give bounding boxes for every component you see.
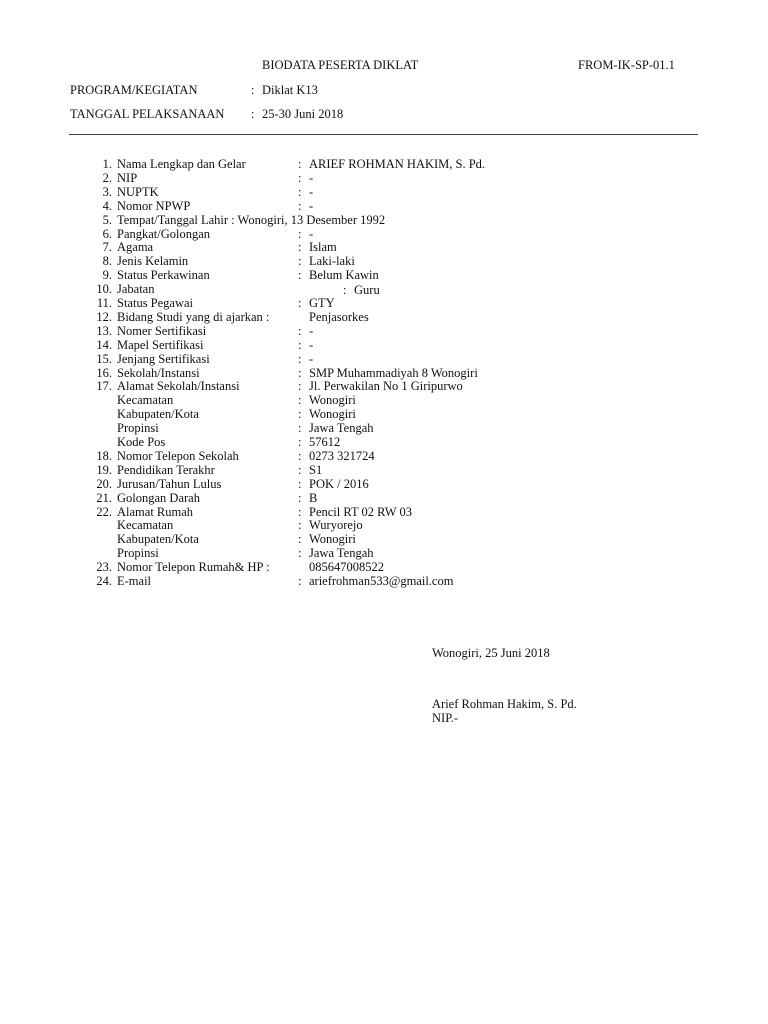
row-number: 3. <box>102 184 112 199</box>
row-value: - <box>309 226 314 241</box>
row-value: Wonogiri <box>309 393 356 408</box>
row-colon: : <box>298 476 302 491</box>
row-value: 57612 <box>309 435 341 449</box>
row-label: Pangkat/Golongan <box>117 226 211 241</box>
row-value: B <box>309 490 318 505</box>
biodata-row <box>0 491 768 505</box>
biodata-row <box>0 435 768 449</box>
row-label: Jenis Kelamin <box>117 254 189 269</box>
row-label: NUPTK <box>117 184 159 199</box>
row-colon: : <box>298 184 302 199</box>
biodata-row <box>0 352 768 366</box>
row-label: Alamat Rumah <box>117 504 194 519</box>
row-colon: : <box>298 393 302 408</box>
form-code: FROM-IK-SP-01.1 <box>578 58 675 72</box>
signature-place-date: Wonogiri, 25 Juni 2018 <box>432 646 550 660</box>
date-label: TANGGAL PELAKSANAAN <box>70 107 225 121</box>
row-value: - <box>309 337 314 352</box>
row-value: - <box>309 184 314 199</box>
row-colon: : <box>298 157 302 171</box>
row-label: Kabupaten/Kota <box>117 532 199 547</box>
row-value: - <box>309 198 314 213</box>
biodata-row <box>0 185 768 199</box>
row-label: Bidang Studi yang di ajarkan : <box>117 309 270 324</box>
row-label: Alamat Sekolah/Instansi <box>117 379 240 394</box>
row-number: 8. <box>102 254 112 269</box>
biodata-row <box>0 505 768 519</box>
row-number: 6. <box>102 226 112 241</box>
row-colon: : <box>298 504 302 519</box>
row-colon: : <box>298 407 302 422</box>
row-number: 22. <box>96 504 112 519</box>
biodata-row <box>0 157 768 171</box>
row-colon: : <box>298 574 302 588</box>
row-value: - <box>309 323 314 338</box>
row-colon: : <box>298 365 302 380</box>
row-number: 21. <box>96 490 112 505</box>
biodata-row <box>0 240 768 254</box>
row-colon: : <box>298 240 302 255</box>
row-label: Kabupaten/Kota <box>117 407 199 422</box>
row-number: 13. <box>96 323 112 338</box>
row-label: E-mail <box>117 574 152 588</box>
row-value: SMP Muhammadiyah 8 Wonogiri <box>309 365 478 380</box>
row-number: 1. <box>102 157 112 171</box>
biodata-row <box>0 449 768 463</box>
row-number: 17. <box>96 379 112 394</box>
row-number: 5. <box>102 212 112 227</box>
biodata-row <box>0 477 768 491</box>
row-value: Wonogiri <box>309 407 356 422</box>
jabatan-value: Guru <box>354 283 380 297</box>
row-value: Islam <box>309 240 337 255</box>
row-number: 2. <box>102 170 112 185</box>
row-label: Tempat/Tanggal Lahir : Wonogiri, 13 Desember 1992 <box>117 212 386 227</box>
biodata-row <box>0 296 768 310</box>
row-colon: : <box>298 518 302 533</box>
row-label: Jurusan/Tahun Lulus <box>117 476 222 491</box>
row-value: 0273 321724 <box>309 448 375 463</box>
row-label: Mapel Sertifikasi <box>117 337 204 352</box>
row-colon: : <box>298 226 302 241</box>
row-colon: : <box>298 490 302 505</box>
row-label: Golongan Darah <box>117 490 200 505</box>
row-value: - <box>309 170 314 185</box>
row-number: 18. <box>96 448 112 463</box>
row-label: Status Perkawinan <box>117 268 210 283</box>
row-label: Kecamatan <box>117 518 174 533</box>
row-number: 19. <box>96 462 112 477</box>
row-label: Pendidikan Terakhr <box>117 462 215 477</box>
row-colon: : <box>298 435 302 449</box>
row-number: 16. <box>96 365 112 380</box>
row-colon: : <box>298 351 302 366</box>
biodata-row <box>0 213 768 227</box>
row-colon: : <box>298 268 302 283</box>
row-value: Belum Kawin <box>309 268 379 283</box>
row-value: Laki-laki <box>309 254 355 269</box>
row-number: 20. <box>96 476 112 491</box>
biodata-row <box>0 171 768 185</box>
biodata-row <box>0 324 768 338</box>
row-colon: : <box>298 421 302 436</box>
row-label: Jenjang Sertifikasi <box>117 351 210 366</box>
row-label: Nama Lengkap dan Gelar <box>117 157 246 171</box>
program-label: PROGRAM/KEGIATAN <box>70 83 198 97</box>
row-value: Wonogiri <box>309 532 356 547</box>
row-number: 11. <box>96 296 112 310</box>
biodata-row <box>0 338 768 352</box>
row-label: Jabatan <box>117 282 155 297</box>
date-separator: : <box>251 107 255 121</box>
row-value: S1 <box>309 462 323 477</box>
row-label: Status Pegawai <box>117 296 194 310</box>
row-value: POK / 2016 <box>309 476 369 491</box>
biodata-row <box>0 227 768 241</box>
biodata-row <box>0 393 768 407</box>
biodata-row <box>0 546 768 560</box>
row-label: Kecamatan <box>117 393 174 408</box>
program-separator: : <box>251 83 255 97</box>
row-number: 23. <box>96 560 112 575</box>
row-number: 10. <box>96 282 112 297</box>
row-colon: : <box>298 546 302 561</box>
row-label: Nomor Telepon Rumah& HP : <box>117 560 270 575</box>
row-number: 4. <box>102 198 112 213</box>
row-number: 7. <box>102 240 112 255</box>
row-value: - <box>309 351 314 366</box>
row-colon: : <box>298 462 302 477</box>
row-colon: : <box>298 254 302 269</box>
row-value: ariefrohman533@gmail.com <box>309 574 454 588</box>
row-colon: : <box>298 532 302 547</box>
biodata-row <box>0 379 768 393</box>
row-value: Pencil RT 02 RW 03 <box>309 504 412 519</box>
row-colon: : <box>298 448 302 463</box>
biodata-row <box>0 366 768 380</box>
row-colon: : <box>298 296 302 310</box>
row-value: 085647008522 <box>309 560 384 575</box>
jabatan-colon: : <box>343 283 347 297</box>
row-number: 9. <box>102 268 112 283</box>
row-label: NIP <box>117 170 138 185</box>
row-value: Penjasorkes <box>309 309 369 324</box>
row-value: Jawa Tengah <box>309 421 374 436</box>
row-label: Propinsi <box>117 421 159 436</box>
row-value: Jl. Perwakilan No 1 Giripurwo <box>309 379 463 394</box>
row-label: Nomor NPWP <box>117 198 191 213</box>
biodata-row <box>0 282 768 296</box>
biodata-row <box>0 268 768 282</box>
row-label: Kode Pos <box>117 435 166 449</box>
signature-name: Arief Rohman Hakim, S. Pd. <box>432 697 577 711</box>
row-value: Wuryorejo <box>309 518 363 533</box>
row-colon: : <box>298 337 302 352</box>
row-colon: : <box>298 323 302 338</box>
document-title: BIODATA PESERTA DIKLAT <box>262 58 419 72</box>
row-label: Nomer Sertifikasi <box>117 323 207 338</box>
row-label: Agama <box>117 240 154 255</box>
header-divider <box>69 134 698 135</box>
row-value: GTY <box>309 296 335 310</box>
program-value: Diklat K13 <box>262 83 318 97</box>
row-number: 15. <box>96 351 112 366</box>
row-colon: : <box>298 198 302 213</box>
row-number: 12. <box>96 309 112 324</box>
biodata-row <box>0 254 768 268</box>
row-value: ARIEF ROHMAN HAKIM, S. Pd. <box>309 157 486 171</box>
row-label: Propinsi <box>117 546 159 561</box>
date-value: 25-30 Juni 2018 <box>262 107 344 121</box>
biodata-row <box>0 532 768 546</box>
biodata-row <box>0 407 768 421</box>
biodata-row <box>0 310 768 324</box>
row-colon: : <box>298 170 302 185</box>
row-label: Sekolah/Instansi <box>117 365 200 380</box>
biodata-row <box>0 199 768 213</box>
biodata-row <box>0 574 768 588</box>
biodata-row <box>0 518 768 532</box>
biodata-row <box>0 421 768 435</box>
row-colon: : <box>298 379 302 394</box>
row-value: Jawa Tengah <box>309 546 374 561</box>
biodata-row <box>0 560 768 574</box>
biodata-row <box>0 463 768 477</box>
row-number: 14. <box>96 337 112 352</box>
row-number: 24. <box>96 574 112 588</box>
signature-nip: NIP.- <box>432 711 459 725</box>
row-label: Nomor Telepon Sekolah <box>117 448 239 463</box>
